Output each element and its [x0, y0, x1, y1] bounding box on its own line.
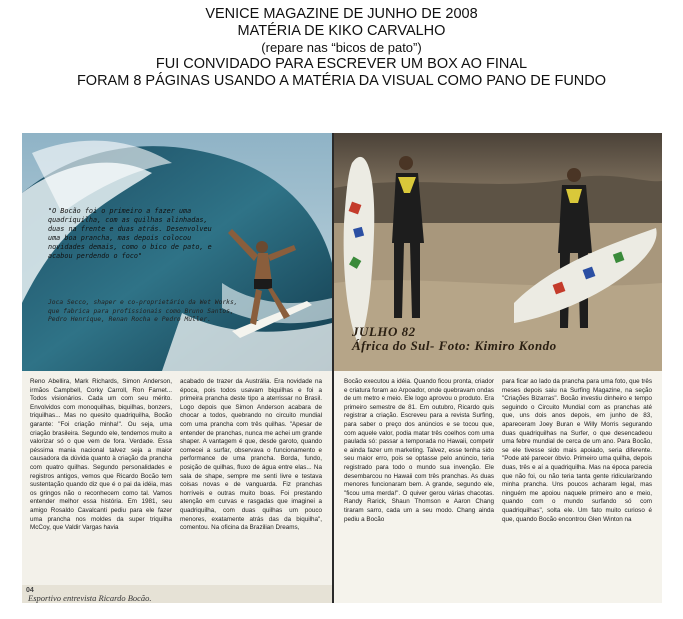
article-column: acabado de trazer da Austrália. Era novidade na época, pois todos usavam biquilhas e foi a primeira prancha deste tipo a aterrissar no Brasil. Logo depois que Simon Anderson acabara de chocar a todos, quebrando no circuito mundial com uma prancha com três quilhas. "Apesar de entender de pranchas, nunca me achei um grande shaper. A vantagem é que, desde garoto, quando comecei a surfar, observava o funcionamento e performance de uma prancha. Borda, fundo, posição de quilhas, fluxo de água entre elas... Na sala de shape, sempre me senti livre e testava coisas novas e de vanguarda. Fiz pranchas horríveis e outras muito boas. Foi prestando atenção em curvas e rasgadas que imaginei a quadriquilha, com duas quilhas um pouco menores, exatamente atrás das da biquilha", comentou. Na oficina da Brazilian Dreams, [180, 378, 322, 532]
pull-quote: "O Bocão foi o primeiro a fazer uma quadriquilha, com as quilhas alinhadas, duas na frente e duas atrás. Desenvolveu uma boa prancha, mas depois colocou novidades demais, como o bico de pato, e acabou perdendo o foco" [48, 207, 212, 260]
header-line-5: FORAM 8 PÁGINAS USANDO A MATÉRIA DA VISUAL COMO PANO DE FUNDO [76, 73, 607, 89]
page-number: 04 [26, 587, 34, 594]
caption-credit: África do Sul- Foto: Kimiro Kondo [352, 338, 557, 353]
photo-caption [352, 325, 557, 353]
caption-date: JULHO 82 [352, 324, 416, 339]
magazine-spread [22, 133, 662, 603]
left-page [22, 133, 332, 603]
header-line-1: VENICE MAGAZINE DE JUNHO DE 2008 [205, 6, 478, 22]
article-column: para ficar ao lado da prancha para uma foto, que três meses depois saiu na Surfing Magazine, na seção "Criações Bizarras". Bocão investiu dinheiro e tempo seguindo o Circuito Mundial com as pranchas até que, uns dois anos depois, em junho de 83, apareceram Joey Buran e Willy Morris segurando duas quadriquilhas na Surfer, o que desencadeou uma febre mundial de cerca de um ano. Para Bocão, se ele tivesse sido mais apoiado, seria diferente. "Pode até parecer óbvio. Primeiro uma quilha, depois duas, três e aí a quadriquilha. Mas na época parecia que não foi, ou não teria tanta gente ridicularizando minha prancha. Uns poucos acharam legal, mas ninguém me apoiou naquele primeiro ano e meio, quando com o mundo surfando só com quadriquilhas", solta ele. Um fato muito curioso é que, quando Bocão encontrou Glen Winton na [502, 378, 652, 523]
header-line-3: (repare nas “bicos de pato”) [261, 40, 422, 55]
header-line-2: MATÉRIA DE KIKO CARVALHO [237, 23, 446, 39]
pull-quote-credit: Joca Secco, shaper e co-proprietário da Wet Works, que fabrica para profissionais como Bruno Santos, Pedro Henrique, Renan Rocha e Pedro Müller. [48, 299, 238, 323]
page-footer [22, 585, 332, 603]
article-column: Reno Abellira, Mark Richards, Simon Anderson, irmãos Campbell, Corky Carroll, Ron Farnet... Todos visionários. Cada um com seu mérito. Envolvidos com monoquilhas, biquilhas, bonzers, triquilhas... Mas no quesito quadriquilha, Bocão garante: "Foi criação minha!". Ou seja, uma criação brasileira. Segundo ele, tendemos muito a valorizar só o que vem de fora. Verdade. Essa péssima mania nacional talvez seja a maior causadora da dúvida quanto à criação da prancha com quatro quilhas. Segundo personalidades e registros antigos, vemos que Ricardo Bocão tem sustentação quando diz que é o pai da idéia, mas os gringos não o reconhecem como tal. Vamos entender melhor essa história. Em 1981, seu amigo Rosaldo Cavalcanti pediu para ele fazer uma prancha nos moldes da super triquilha McCoy, que Valdir Vargas havia [30, 378, 172, 532]
right-article-columns [344, 378, 656, 598]
left-article-columns [30, 378, 322, 578]
footer-title: Esportivo entrevista Ricardo Bocão. [28, 593, 152, 603]
right-page [334, 133, 662, 603]
header-line-4: FUI CONVIDADO PARA ESCREVER UM BOX AO FINAL [155, 56, 528, 72]
page-header [0, 6, 683, 90]
article-column: Bocão executou a idéia. Quando ficou pronta, criador e criatura foram ao Arpoador, onde quebravam ondas de um metro e meio. Ele logo aprovou o produto. Era primeiro semestre de 81. Em outubro, Ricardo quis registrar a criação. Escreveu para a revista Surfing, para saber o preço dos anúncios e se tocou que, com aquele valor, podia matar três coelhos com uma paulada só: passar a temporada no Hawaii, competir e ainda fazer um marketing. Talvez, esse tenha sido seu maior erro, pois se optasse pelo anúncio, teria registrado para todo o mundo sua invenção. Ele desembarcou no Hawaii com três pranchas. As duas menores funcionaram bem. A grande, segundo ele, "ficou uma merda!". O quiver gerou várias chacotas. Randy Rarick, Shaun Thomson e Aaron Chang tiraram sarro, cada um a seu modo. Chang ainda pediu a Bocão [344, 378, 494, 523]
